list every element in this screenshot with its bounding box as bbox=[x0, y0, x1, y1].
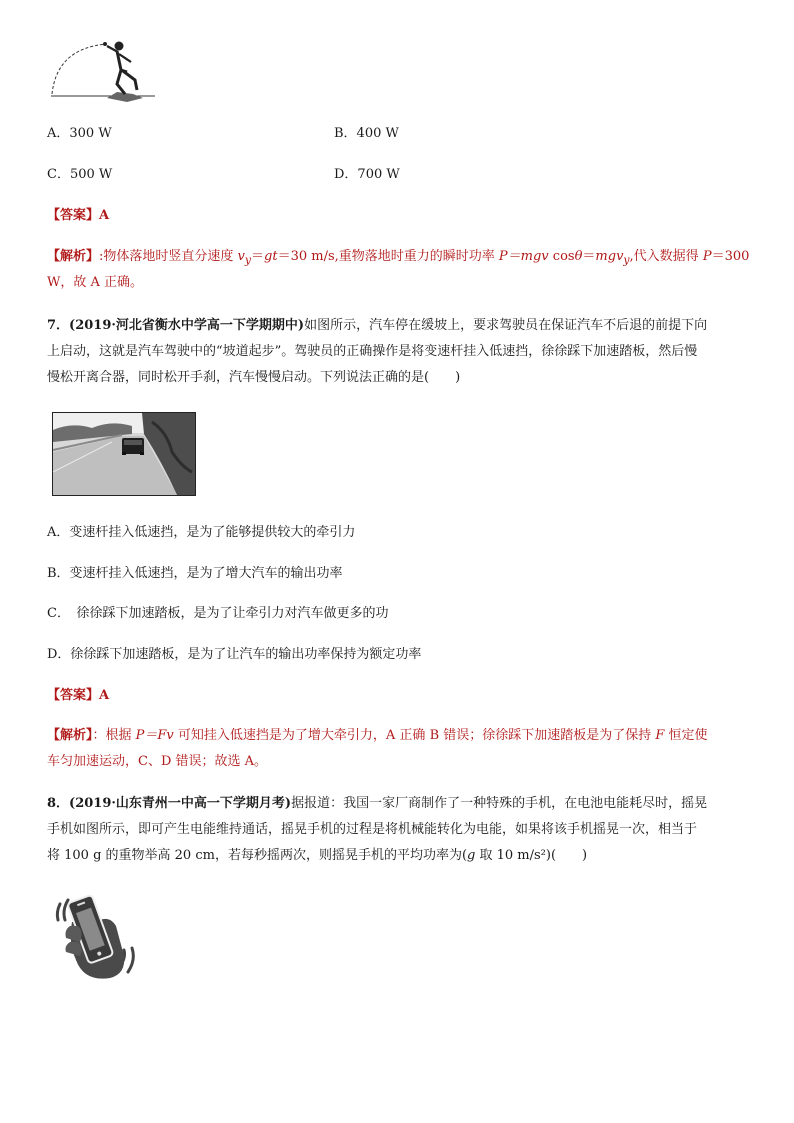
analysis-line: 车匀加速运动，C、D 错误；故选 A。 bbox=[47, 754, 268, 769]
option-a: A．300 W bbox=[47, 126, 112, 141]
question-text-part: 将 100 g 的重物举高 20 cm，若每秒摇两次，则摇晃手机的平均功率为( bbox=[47, 848, 468, 863]
analysis-line bbox=[47, 728, 708, 744]
question-text: 据报道：我国一家厂商制作了一种特殊的手机，在电池电能耗尽时，摇晃 bbox=[291, 796, 708, 811]
analysis-label: 【解析】 bbox=[47, 249, 100, 264]
option-c: C． 徐徐踩下加速踏板，是为了让牵引力对汽车做更多的功 bbox=[47, 606, 389, 621]
analysis-text: cos bbox=[548, 249, 575, 264]
question-text: 如图所示，汽车停在缓坡上，要求驾驶员在保证汽车不后退的前提下向 bbox=[304, 318, 708, 333]
analysis-text: 恒定使 bbox=[664, 728, 708, 743]
option-c: C．500 W bbox=[47, 167, 113, 182]
question-stem bbox=[47, 318, 707, 334]
sub-y: y bbox=[244, 253, 252, 267]
analysis-text: ：根据 bbox=[92, 728, 136, 743]
var-gt: gt bbox=[264, 249, 278, 264]
var-g: g bbox=[467, 848, 476, 863]
option-b: B．变速杆挂入低速挡，是为了增大汽车的输出功率 bbox=[47, 566, 343, 581]
question-text: 手机如图所示，即可产生电能维持通话，摇晃手机的过程是将机械能转化为电能，如果将该手机摇晃一次，相当于 bbox=[47, 822, 698, 837]
analysis-line bbox=[47, 249, 749, 269]
question-number: 8． bbox=[47, 796, 70, 811]
equation: P＝Fv bbox=[135, 728, 174, 743]
analysis-text: ＝300 bbox=[711, 249, 750, 264]
question-source: (2019·河北省衡水中学高一下学期期中) bbox=[69, 318, 305, 333]
analysis-text: ＝ bbox=[251, 249, 265, 264]
car-on-slope-figure bbox=[52, 412, 196, 496]
option-a: A．变速杆挂入低速挡，是为了能够提供较大的牵引力 bbox=[47, 525, 356, 540]
option-d: D．徐徐踩下加速踏板，是为了让汽车的输出功率保持为额定功率 bbox=[47, 647, 422, 662]
ball-thrower-figure bbox=[47, 36, 157, 106]
question-text bbox=[47, 848, 587, 864]
equation: mgv bbox=[595, 249, 624, 264]
answer-label: 【答案】A bbox=[47, 688, 110, 703]
sub-y: y bbox=[623, 253, 630, 267]
answer-label: 【答案】A bbox=[47, 208, 110, 223]
question-number: 7． bbox=[47, 318, 70, 333]
analysis-line: W，故 A 正确。 bbox=[47, 275, 144, 290]
question-source: (2019·山东青州一中高一下学期月考) bbox=[69, 796, 292, 811]
var-v: v bbox=[237, 249, 245, 264]
question-text: 上启动，这就是汽车驾驶中的“坡道起步”。驾驶员的正确操作是将变速杆挂入低速挡，徐徐踩下加速踏板，然后慢 bbox=[47, 344, 698, 359]
shaking-phone-figure bbox=[50, 886, 138, 990]
var-theta: θ bbox=[574, 249, 583, 264]
equation: P＝mgv bbox=[498, 249, 549, 264]
option-b: B．400 W bbox=[334, 126, 399, 141]
option-d: D．700 W bbox=[334, 167, 400, 182]
analysis-text: ＝30 m/s,重物落地时重力的瞬时功率 bbox=[277, 249, 499, 264]
analysis-text: ,代入数据得 bbox=[629, 249, 703, 264]
analysis-label: 【解析】 bbox=[47, 728, 93, 743]
var-f: F bbox=[655, 728, 665, 743]
question-stem bbox=[47, 796, 707, 812]
question-text-part: 取 10 m/s²)( ) bbox=[475, 848, 588, 863]
question-text: 慢松开离合器，同时松开手刹，汽车慢慢启动。下列说法正确的是( ) bbox=[47, 370, 461, 385]
analysis-text: :物体落地时竖直分速度 bbox=[99, 249, 238, 264]
var-p: P bbox=[702, 249, 712, 264]
analysis-text: ＝ bbox=[582, 249, 596, 264]
analysis-text: 可知挂入低速挡是为了增大牵引力，A 正确 B 错误；徐徐踩下加速踏板是为了保持 bbox=[173, 728, 656, 743]
